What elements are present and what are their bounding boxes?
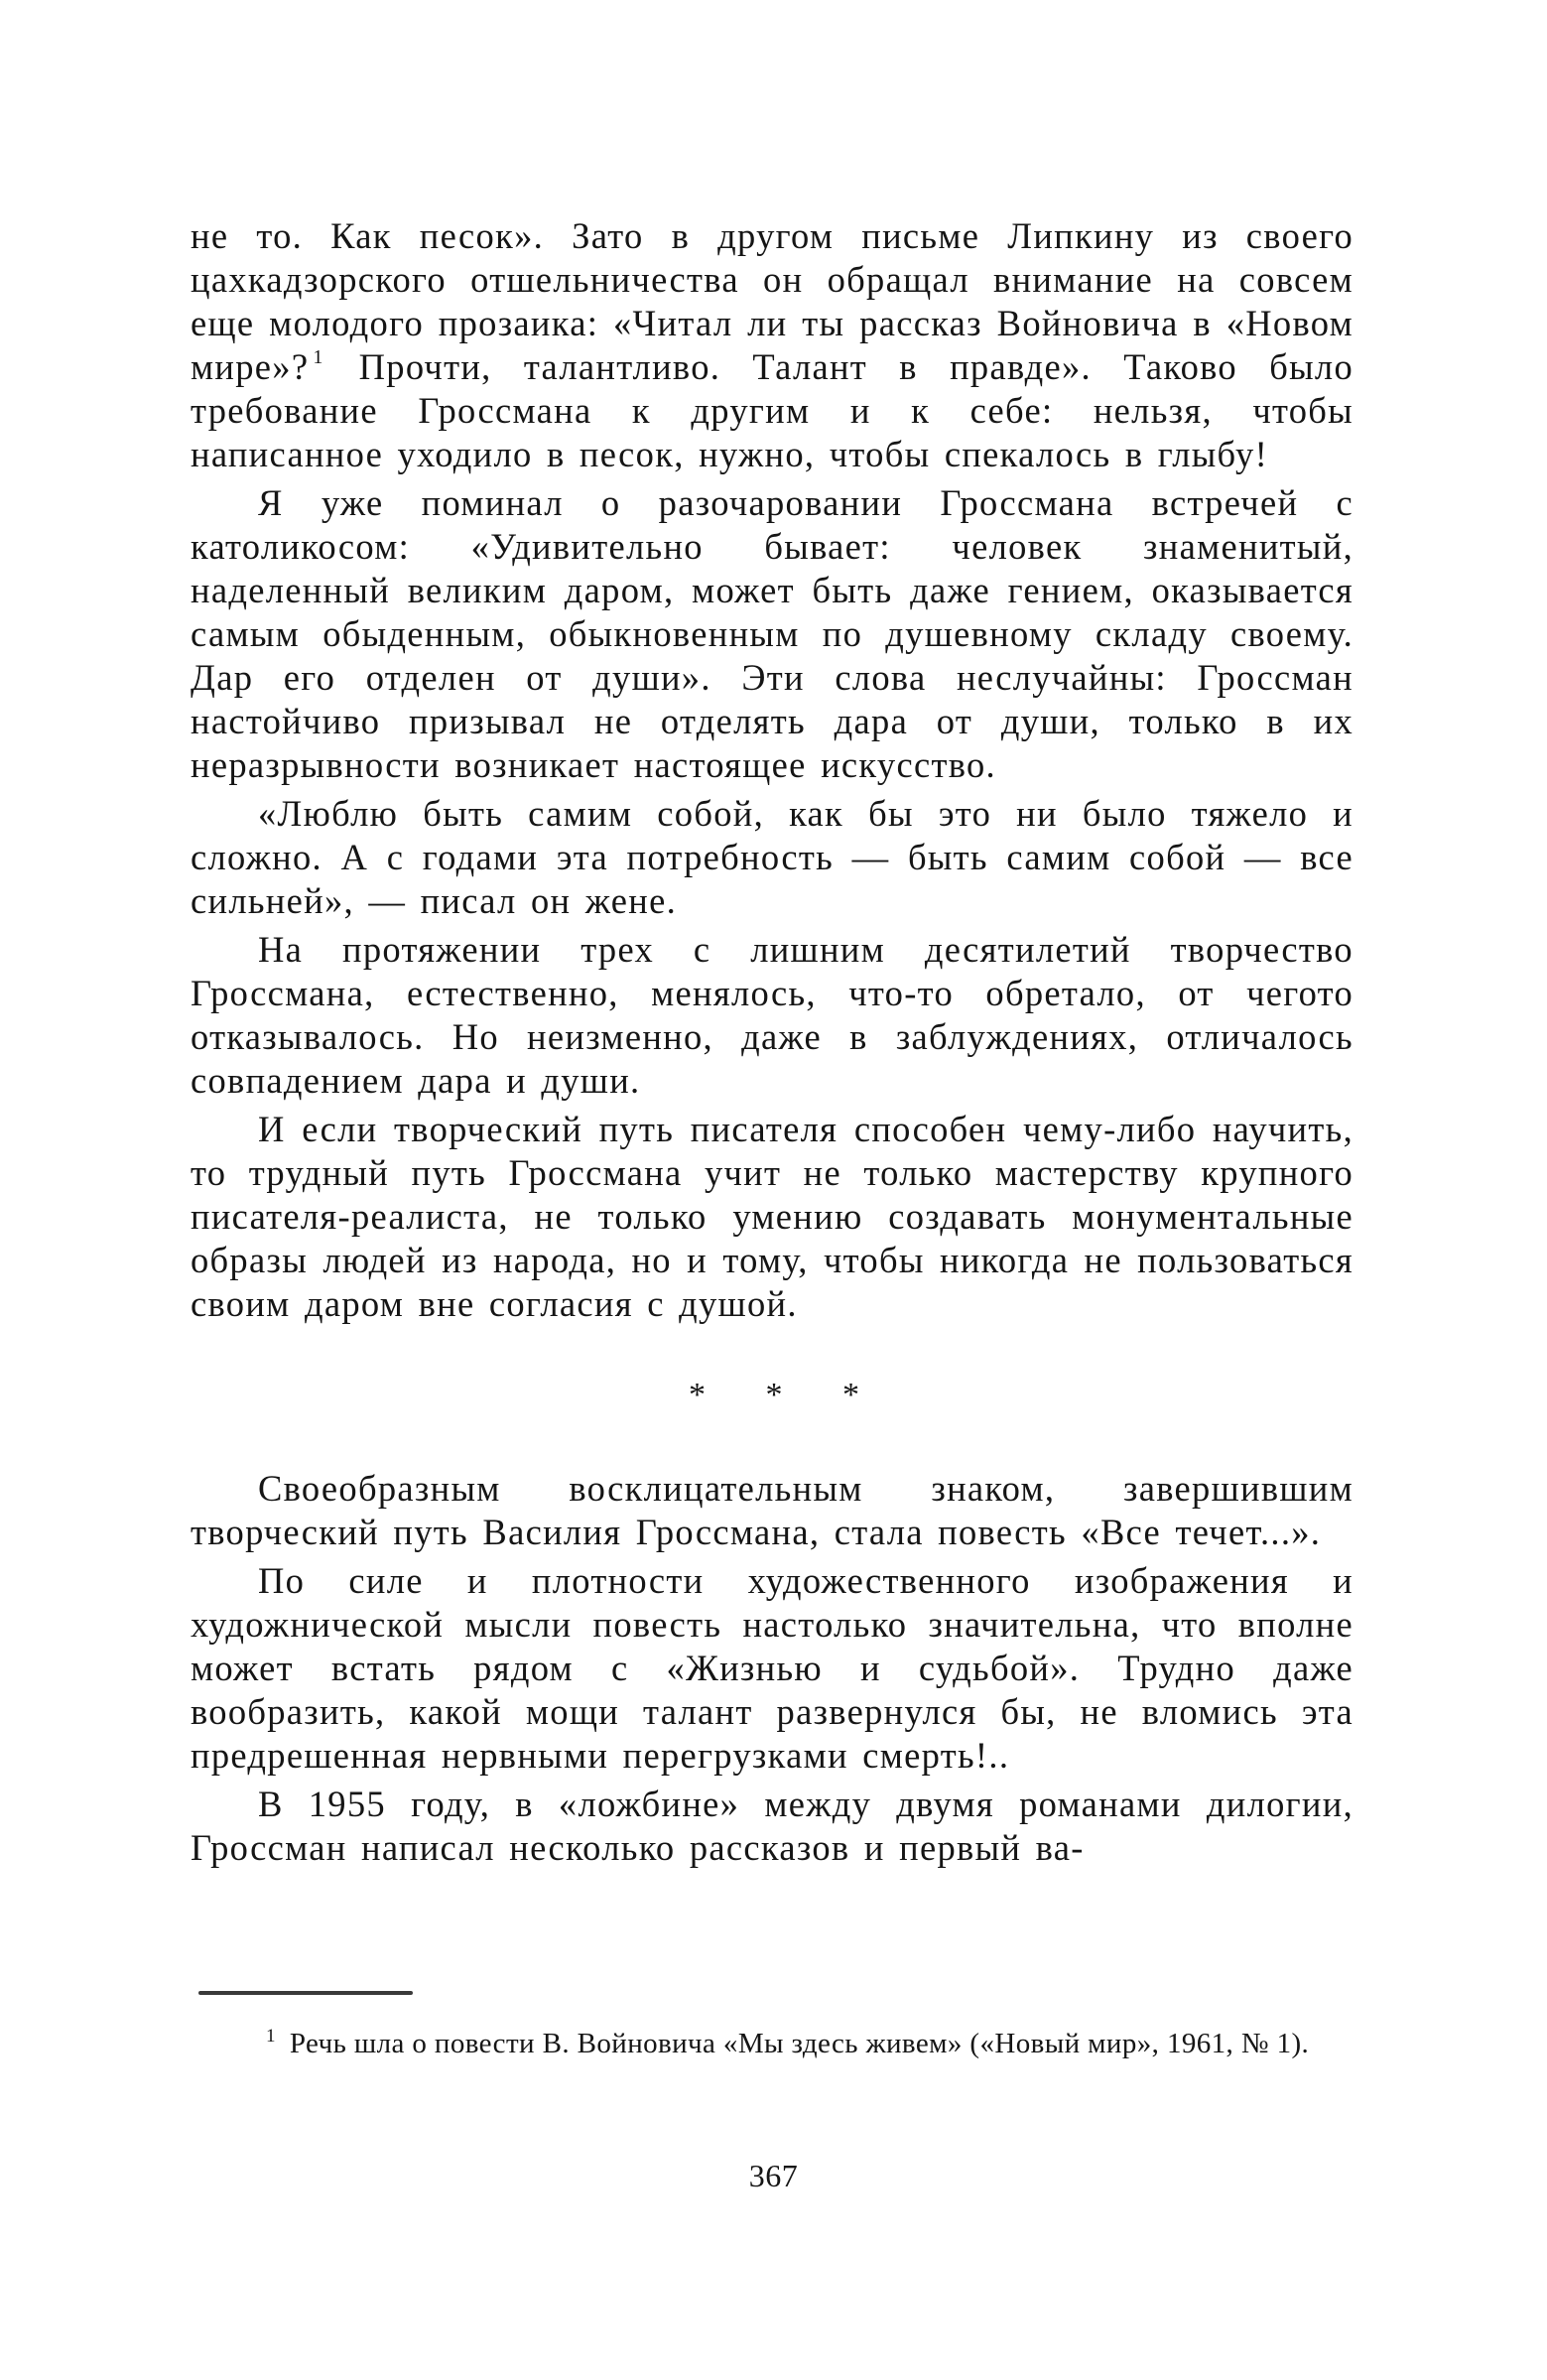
footnote-text: Речь шла о повести В. Войновича «Мы здесь живем» («Новый мир», 1961, № 1). (289, 2028, 1310, 2059)
paragraph-8: В 1955 году, в «ложбине» между двумя романами дилогии, Гроссман написал несколько рассказов и первый ва- (191, 1784, 1354, 1868)
paragraph-4: На протяжении трех с лишним десятилетий творчество Гроссмана, естественно, менялось, что-то обретало, от чегото отказывалось. Но неизменно, даже в заблуждениях, отличалось совпадением дара и души. (191, 929, 1354, 1101)
footnote-reference: 1 (313, 346, 323, 368)
paragraph-6: Своеобразным восклицательным знаком, завершившим творческий путь Василия Гроссмана, стала повесть «Все течет...». (191, 1468, 1354, 1552)
page-body (191, 214, 1354, 1875)
page-number: 367 (748, 2158, 799, 2193)
paragraph-5: И если творческий путь писателя способен чему-либо научить, то трудный путь Гроссмана учит не только мастерству крупного писателя-реалиста, не только умению создавать монументальные образы людей из народа, но и тому, чтобы никогда не пользоваться своим даром вне согласия с душой. (191, 1109, 1354, 1324)
paragraph-1-text: не то. Как песок». Зато в другом письме Липкину из своего цахкадзорского отшельничества он обращал внимание на совсем еще молодого прозаика: «Читал ли ты рассказ Войновича в «Новом мире»? (191, 215, 1354, 387)
footnote-divider (198, 1991, 413, 1995)
paragraph-7: По силе и плотности художественного изображения и художнической мысли повесть настолько значительна, что вполне может встать рядом с «Жизнью и судьбой». Трудно даже вообразить, какой мощи талант развернулся бы, не вломись эта предрешенная нервными перегрузками смерть!.. (191, 1560, 1354, 1776)
footnote-marker: 1 (266, 2026, 276, 2047)
paragraph-1-text-continued: Прочти, талантливо. Талант в правде». Таково было требование Гроссмана к другим и к себе: нельзя, чтобы написанное уходило в песок, нужно, чтобы спекалось в глыбу! (191, 346, 1354, 474)
paragraph-3: «Люблю быть самим собой, как бы это ни было тяжело и сложно. А с годами эта потребность — быть самим собой — все сильней», — писал он жене. (191, 793, 1354, 921)
footnote (191, 2023, 1354, 2064)
section-break: * * * (689, 1377, 885, 1413)
paragraph-2: Я уже поминал о разочаровании Гроссмана встречей с католикосом: «Удивительно бывает: человек знаменитый, наделенный великим даром, может быть даже гением, оказывается самым обыденным, обыкновенным по душевному складу своему. Дар его отделен от души». Эти слова неслучайны: Гроссман настойчиво призывал не отделять дара от души, только в их неразрывности возникает настоящее искусство. (191, 482, 1354, 785)
paragraph-1 (191, 214, 1354, 476)
